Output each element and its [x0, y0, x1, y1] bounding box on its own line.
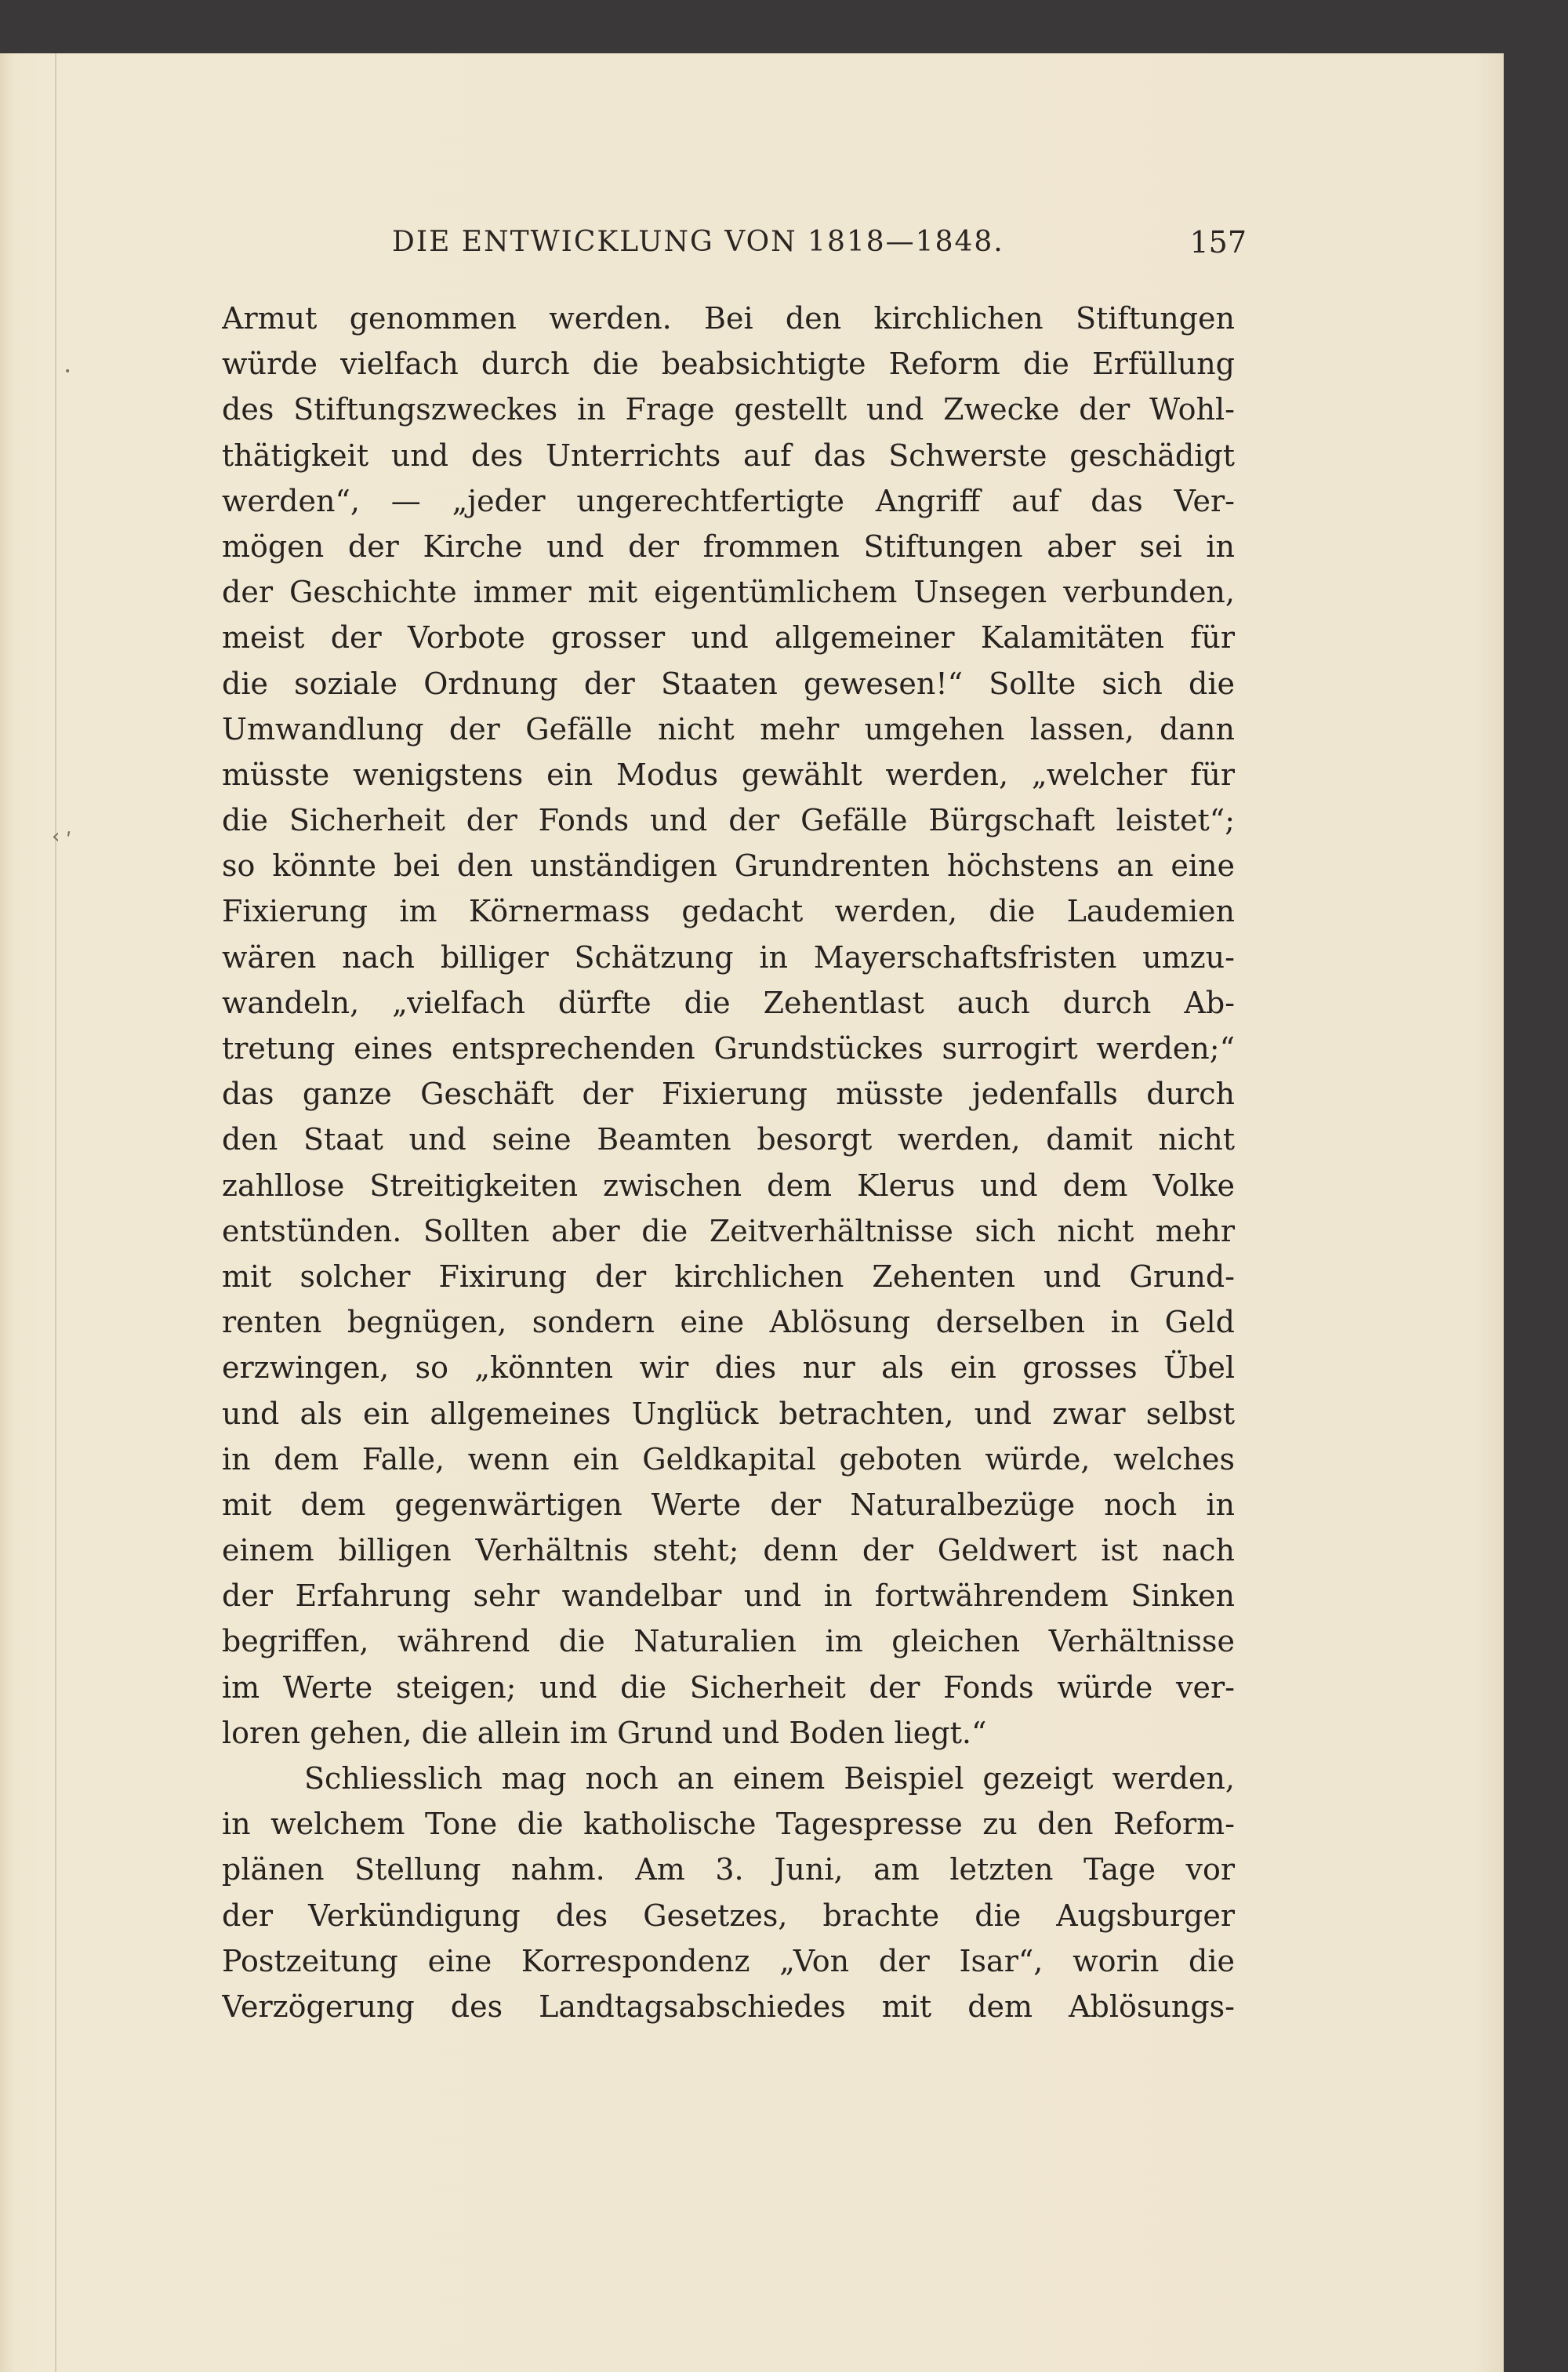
- text-line: den Staat und seine Beamten besorgt werden, damit nicht: [222, 1122, 1235, 1157]
- text-line: des Stiftungszweckes in Frage gestellt und Zwecke der Wohl-: [222, 392, 1235, 427]
- text-line: die Sicherheit der Fonds und der Gefälle Bürgschaft leistet“;: [222, 803, 1235, 838]
- text-line: wandeln, „vielfach dürfte die Zehentlast auch durch Ab-: [222, 985, 1235, 1020]
- page-number: 157: [1189, 225, 1247, 260]
- text-line: so könnte bei den unständigen Grundrenten höchstens an eine: [222, 848, 1235, 884]
- text-line: meist der Vorbote grosser und allgemeiner Kalamitäten für: [222, 620, 1235, 656]
- text-line: und als ein allgemeines Unglück betrachten, und zwar selbst: [222, 1396, 1235, 1431]
- text-line: müsste wenigstens ein Modus gewählt werden, „welcher für: [222, 757, 1235, 792]
- text-line: thätigkeit und des Unterrichts auf das Schwerste geschädigt: [222, 438, 1235, 473]
- text-line: der Erfahrung sehr wandelbar und in fortwährendem Sinken: [222, 1578, 1235, 1614]
- text-line: würde vielfach durch die beabsichtigte Reform die Erfüllung: [222, 347, 1235, 382]
- text-line: zahllose Streitigkeiten zwischen dem Klerus und dem Volke: [222, 1168, 1235, 1203]
- margin-mark-decorative: ‹: [52, 825, 60, 848]
- text-line: tretung eines entsprechenden Grundstückes surrogirt werden;“: [222, 1031, 1235, 1066]
- text-line: Postzeitung eine Korrespondenz „Von der Isar“, worin die: [222, 1943, 1235, 1978]
- text-line: der Geschichte immer mit eigentümlichem Unsegen verbunden,: [222, 575, 1235, 610]
- text-line: Fixierung im Körnermass gedacht werden, die Laudemien: [222, 894, 1235, 929]
- text-line: mögen der Kirche und der frommen Stiftungen aber sei in: [222, 529, 1235, 564]
- text-line: begriffen, während die Naturalien im gleichen Verhältnisse: [222, 1624, 1235, 1659]
- text-line: Verzögerung des Landtagsabschiedes mit dem Ablösungs-: [222, 1989, 1235, 2024]
- text-line: Umwandlung der Gefälle nicht mehr umgehen lassen, dann: [222, 711, 1235, 746]
- text-line: entstünden. Sollten aber die Zeitverhältnisse sich nicht mehr: [222, 1213, 1235, 1248]
- paragraph-end-line: loren gehen, die allein im Grund und Boden liegt.“: [222, 1715, 987, 1750]
- text-line: wären nach billiger Schätzung in Mayerschaftsfristen umzu-: [222, 939, 1235, 975]
- page-header: [392, 223, 1247, 262]
- margin-mark-decorative: ʹ: [66, 830, 72, 853]
- text-line: das ganze Geschäft der Fixierung müsste jedenfalls durch: [222, 1077, 1235, 1112]
- text-line: werden“, — „jeder ungerechtfertigte Angriff auf das Ver-: [222, 483, 1235, 518]
- margin-mark-decorative: •: [64, 365, 71, 378]
- text-line: einem billigen Verhältnis steht; denn der Geldwert ist nach: [222, 1533, 1235, 1568]
- text-line: die soziale Ordnung der Staaten gewesen!“ Sollte sich die: [222, 666, 1235, 701]
- text-line: renten begnügen, sondern eine Ablösung derselben in Geld: [222, 1305, 1235, 1340]
- body-text: [222, 296, 1235, 2029]
- text-line: Armut genommen werden. Bei den kirchlichen Stiftungen: [222, 301, 1235, 336]
- text-line: in dem Falle, wenn ein Geldkapital geboten würde, welches: [222, 1441, 1235, 1477]
- text-line: mit dem gegenwärtigen Werte der Naturalbezüge noch in: [222, 1487, 1235, 1522]
- running-title: DIE ENTWICKLUNG VON 1818—1848.: [392, 226, 1004, 258]
- text-line: im Werte steigen; und die Sicherheit der Fonds würde ver-: [222, 1669, 1235, 1705]
- page-gutter: [55, 53, 56, 2372]
- text-line: in welchem Tone die katholische Tagespresse zu den Reform-: [222, 1807, 1235, 1842]
- paragraph-start-line: Schliesslich mag noch an einem Beispiel gezeigt werden,: [304, 1761, 1235, 1796]
- text-line: erzwingen, so „könnten wir dies nur als ein grosses Übel: [222, 1350, 1235, 1386]
- text-line: der Verkündigung des Gesetzes, brachte die Augsburger: [222, 1898, 1235, 1933]
- text-line: mit solcher Fixirung der kirchlichen Zehenten und Grund-: [222, 1259, 1235, 1294]
- text-line: plänen Stellung nahm. Am 3. Juni, am letzten Tage vor: [222, 1852, 1235, 1887]
